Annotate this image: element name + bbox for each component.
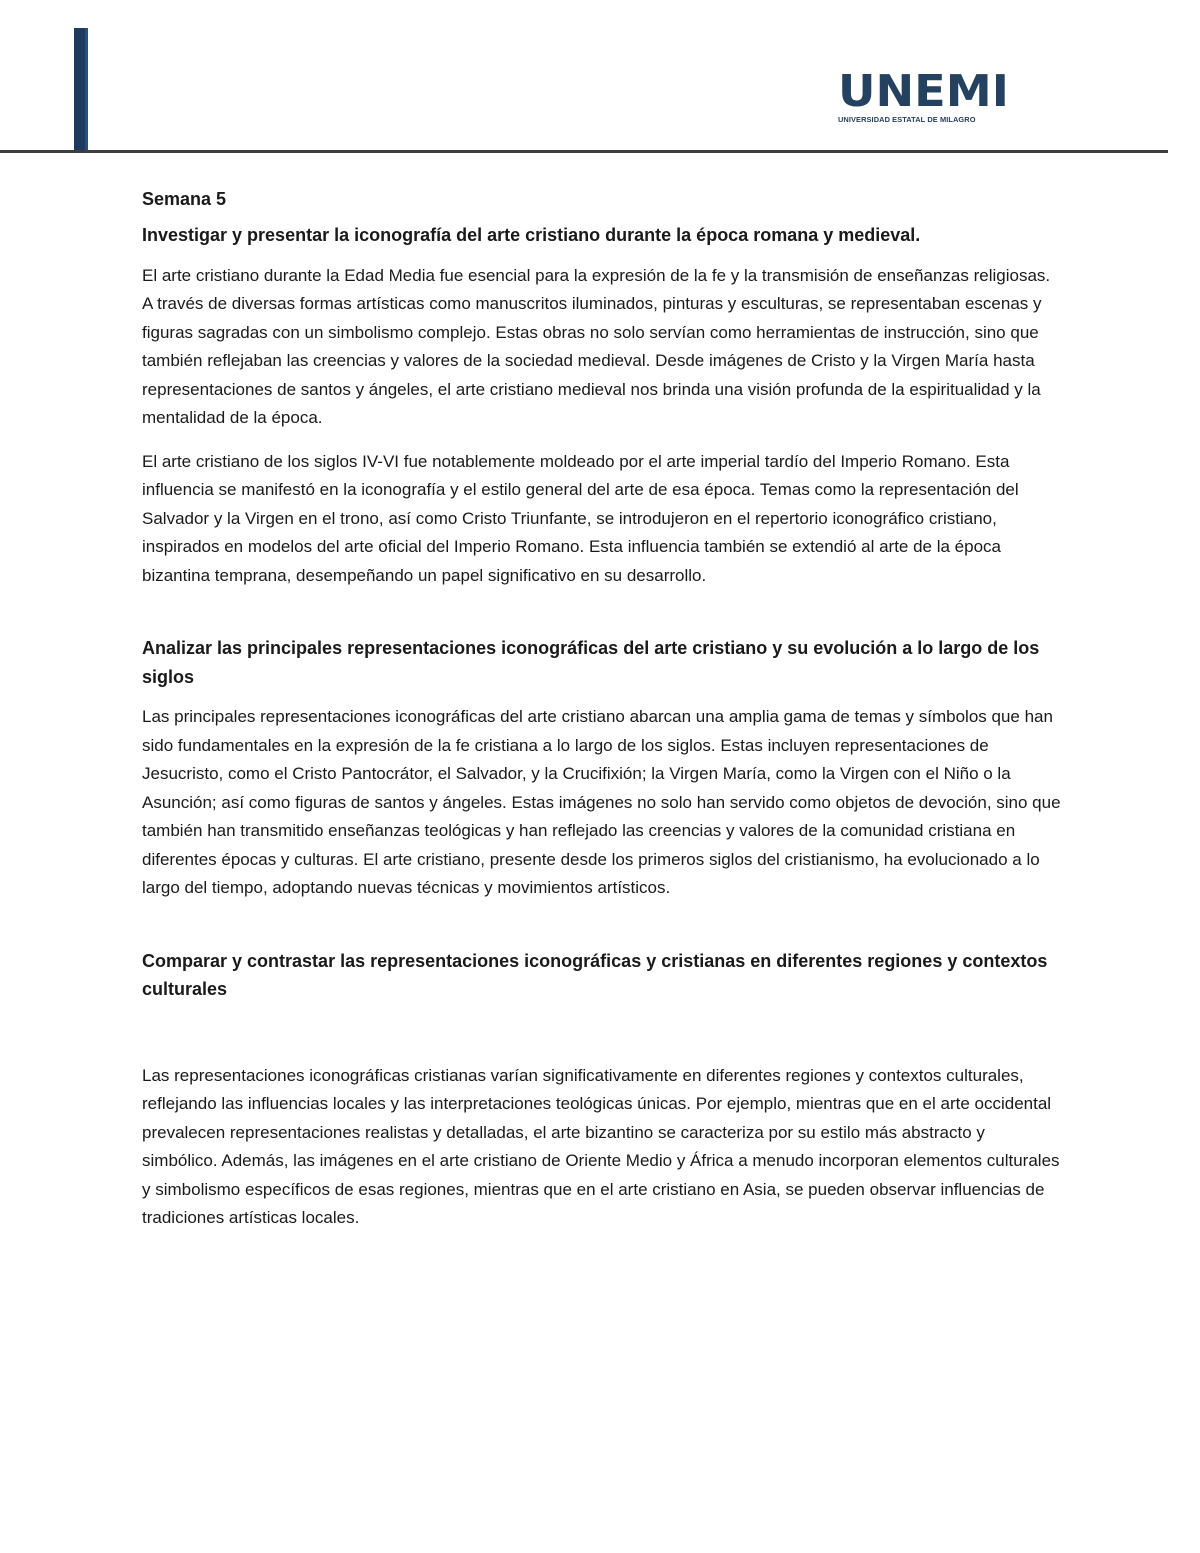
header-divider [0, 150, 1168, 153]
section-heading: Comparar y contrastar las representaciones iconográficas y cristianas en diferentes regiones y contextos culturales [142, 950, 1048, 999]
section-heading: Analizar las principales representaciones iconográficas del arte cristiano y su evolución a lo largo de los siglos [142, 638, 1040, 687]
section-paragraph: El arte cristiano durante la Edad Media fue esencial para la expresión de la fe y la transmisión de enseñanzas religiosas. A través de diversas formas artísticas como manuscritos iluminados, pinturas y esculturas, se representaban escenas y figuras sagradas con un simbolismo complejo. Estas obras no solo servían como herramientas de instrucción, sino que también reflejaban las creencias y valores de la sociedad medieval. Desde imágenes de Cristo y la Virgen María hasta representaciones de santos y ángeles, el arte cristiano medieval nos brinda una visión profunda de la espiritualidad y la mentalidad de la época. [142, 265, 1051, 427]
unemi-logo [838, 66, 1009, 124]
logo-subtitle: UNIVERSIDAD ESTATAL DE MILAGRO [838, 115, 976, 124]
week-title: Semana 5 [142, 189, 227, 209]
section-1 [142, 221, 1062, 590]
section-paragraph: Las representaciones iconográficas cristianas varían significativamente en diferentes regiones y contextos culturales, reflejando las influencias locales y las interpretaciones teológicas únicas. Por ejemplo, mientras que en el arte occidental prevalecen representaciones realistas y detalladas, el arte bizantino se caracteriza por su estilo más abstracto y simbólico. Además, las imágenes en el arte cristiano de Oriente Medio y África a menudo incorporan elementos culturales y simbolismo específicos de esas regiones, mientras que en el arte cristiano en Asia, se pueden observar influencias de tradiciones artísticas locales. [142, 1065, 1060, 1227]
section-paragraph: El arte cristiano de los siglos IV-VI fue notablemente moldeado por el arte imperial tardío del Imperio Romano. Esta influencia se manifestó en la iconografía y el estilo general del arte de esa época. Temas como la representación del Salvador y la Virgen en el trono, así como Cristo Triunfante, se introdujeron en el repertorio iconográfico cristiano, inspirados en modelos del arte oficial del Imperio Romano. Esta influencia también se extendió al arte de la época bizantina temprana, desempeñando un papel significativo en su desarrollo. [142, 451, 1019, 585]
section-paragraph: Las principales representaciones iconográficas del arte cristiano abarcan una amplia gama de temas y símbolos que han sido fundamentales en la expresión de la fe cristiana a lo largo de los siglos. Estas incluyen representaciones de Jesucristo, como el Cristo Pantocrátor, el Salvador, y la Crucifixión; la Virgen María, como la Virgen con el Niño o la Asunción; así como figuras de santos y ángeles. Estas imágenes no solo han servido como objetos de devoción, sino que también han transmitido enseñanzas teológicas y han reflejado las creencias y valores de la comunidad cristiana en diferentes épocas y culturas. El arte cristiano, presente desde los primeros siglos del cristianismo, ha evolucionado a lo largo del tiempo, adoptando nuevas técnicas y movimientos artísticos. [142, 707, 1061, 897]
header-accent-bar [74, 28, 88, 152]
section-2 [142, 634, 1062, 903]
document-body [142, 185, 1062, 1248]
section-heading: Investigar y presentar la iconografía del arte cristiano durante la época romana y medieval. [142, 225, 921, 245]
section-3 [142, 947, 1062, 1233]
logo-wordmark: UNEMI [838, 66, 1009, 117]
